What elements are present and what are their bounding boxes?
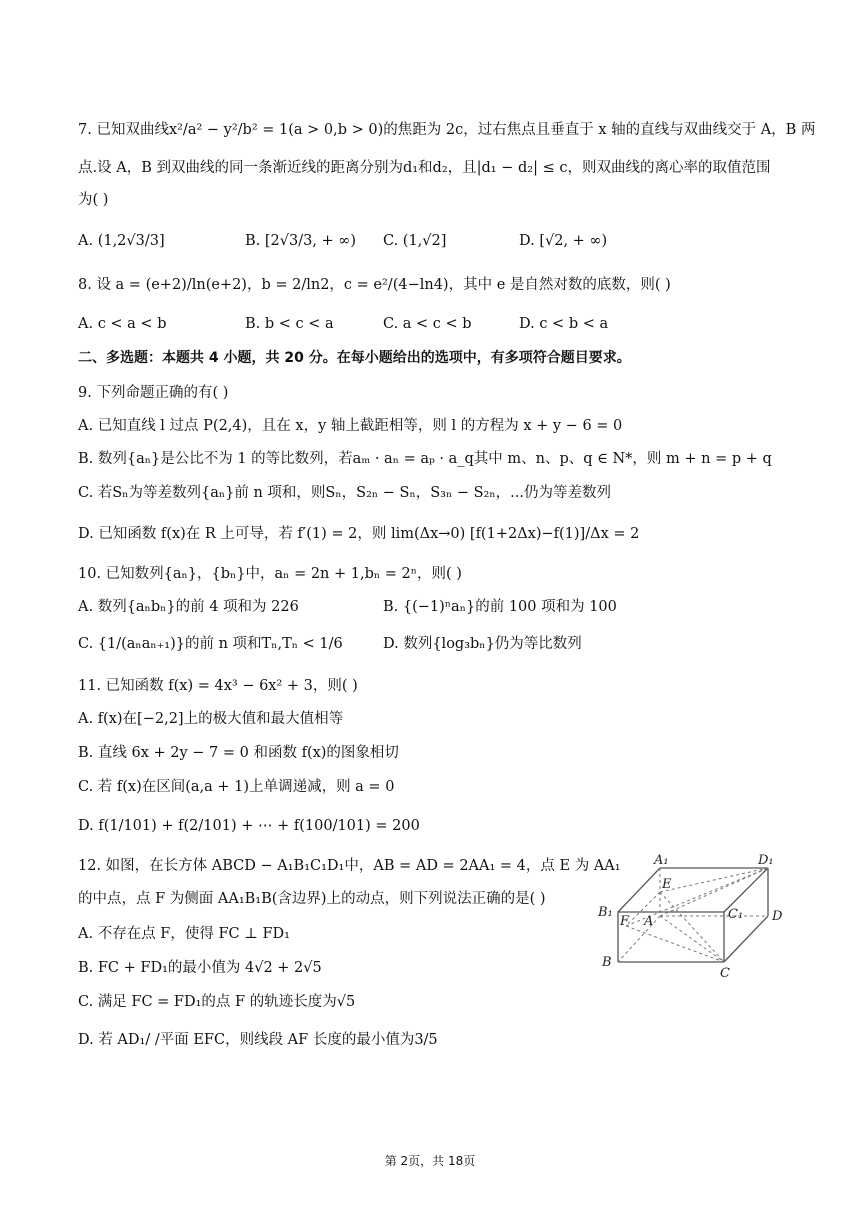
label-c1: C₁: [728, 907, 744, 922]
q9-stem: 9. 下列命题正确的有( ): [78, 385, 229, 401]
q8-stem: 8. 设 a = (e+2)/ln(e+2)，b = 2/ln2，c = e²/(4−ln4)，其中 e 是自然对数的底数，则( ): [78, 277, 671, 293]
q11-option-a: A. f(x)在[−2,2]上的极大值和最大值相等: [78, 711, 344, 727]
q10-option-d: D. 数列{log₃bₙ}仍为等比数列: [383, 636, 582, 652]
label-e: E: [662, 877, 672, 892]
label-c: C: [720, 966, 730, 981]
q10-stem: 10. 已知数列{aₙ}，{bₙ}中，aₙ = 2n + 1,bₙ = 2ⁿ，则( ): [78, 566, 462, 582]
q11-option-c: C. 若 f(x)在区间(a,a + 1)上单调递减，则 a = 0: [78, 779, 395, 795]
q7-stem-line2: 点.设 A，B 到双曲线的同一条渐近线的距离分别为d₁和d₂，且|d₁ − d₂| ≤ c，则双曲线的离心率的取值范围: [78, 160, 771, 176]
q8-option-c: C. a < c < b: [383, 316, 472, 332]
q10-option-c: C. {1/(aₙaₙ₊₁)}的前 n 项和Tₙ,Tₙ < 1/6: [78, 636, 343, 652]
label-a: A: [644, 914, 654, 929]
q7-option-b: B. [2√3/3, + ∞): [245, 233, 357, 249]
label-b1: B₁: [598, 905, 613, 920]
q11-option-b: B. 直线 6x + 2y − 7 = 0 和函数 f(x)的图象相切: [78, 745, 399, 761]
q7-stem-line1: 7. 已知双曲线x²/a² − y²/b² = 1(a > 0,b > 0)的焦距为 2c，过右焦点且垂直于 x 轴的直线与双曲线交于 A，B 两: [78, 122, 816, 138]
label-a1: A₁: [654, 853, 669, 868]
edge-c1-d1: [724, 868, 768, 912]
label-b: B: [602, 955, 612, 970]
q10-option-b: B. {(−1)ⁿaₙ}的前 100 项和为 100: [383, 599, 617, 615]
label-f: F: [620, 914, 630, 929]
edge-b1-a1: [618, 868, 660, 912]
label-d: D: [772, 909, 783, 924]
segment-a-c: [660, 916, 724, 962]
q11-option-d: D. f(1/101) + f(2/101) + ⋯ + f(100/101) = 200: [78, 818, 420, 834]
q12-stem-line2: 的中点，点 F 为侧面 AA₁B₁B(含边界)上的动点，则下列说法正确的是( ): [78, 891, 546, 907]
segment-e-d1: [660, 868, 768, 892]
q9-option-b: B. 数列{aₙ}是公比不为 1 的等比数列，若aₘ · aₙ = aₚ · a_q其中 m、n、p、q ∈ N*，则 m + n = p + q: [78, 451, 772, 467]
edge-c-d: [724, 916, 768, 962]
q10-option-a: A. 数列{aₙbₙ}的前 4 项和为 226: [78, 599, 299, 615]
q9-option-c: C. 若Sₙ为等差数列{aₙ}前 n 项和，则Sₙ，S₂ₙ − Sₙ，S₃ₙ − S₂ₙ，...仍为等差数列: [78, 485, 611, 501]
q12-option-b: B. FC + FD₁的最小值为 4√2 + 2√5: [78, 960, 322, 976]
section-header-multiple-choice: 二、多选题：本题共 4 小题，共 20 分。在每小题给出的选项中，有多项符合题目要求。: [78, 350, 631, 366]
q7-option-a: A. (1,2√3/3]: [78, 233, 165, 249]
cuboid-figure: [596, 852, 796, 982]
q9-option-d: D. 已知函数 f(x)在 R 上可导，若 f′(1) = 2，则 lim(Δx→0) [f(1+2Δx)−f(1)]/Δx = 2: [78, 526, 640, 542]
q9-option-a: A. 已知直线 l 过点 P(2,4)，且在 x，y 轴上截距相等，则 l 的方程为 x + y − 6 = 0: [78, 418, 623, 434]
page-footer: 第 2页，共 18页: [384, 1154, 476, 1168]
q8-option-b: B. b < c < a: [245, 316, 334, 332]
label-d1: D₁: [758, 853, 774, 868]
segment-f-c: [626, 926, 724, 962]
q7-option-d: D. [√2, + ∞): [519, 233, 608, 249]
q8-option-d: D. c < b < a: [519, 316, 609, 332]
q12-option-a: A. 不存在点 F，使得 FC ⊥ FD₁: [78, 926, 290, 942]
q8-option-a: A. c < a < b: [78, 316, 167, 332]
q12-option-c: C. 满足 FC = FD₁的点 F 的轨迹长度为√5: [78, 994, 356, 1010]
segment-e-c: [660, 892, 724, 962]
q7-stem-line3: 为( ): [78, 192, 109, 208]
segment-a-d1: [660, 868, 768, 916]
q12-stem-line1: 12. 如图，在长方体 ABCD − A₁B₁C₁D₁中，AB = AD = 2AA₁ = 4，点 E 为 AA₁: [78, 858, 621, 874]
q12-option-d: D. 若 AD₁/ /平面 EFC，则线段 AF 长度的最小值为3/5: [78, 1032, 438, 1048]
q11-stem: 11. 已知函数 f(x) = 4x³ − 6x² + 3，则( ): [78, 678, 358, 694]
q7-option-c: C. (1,√2]: [383, 233, 447, 249]
